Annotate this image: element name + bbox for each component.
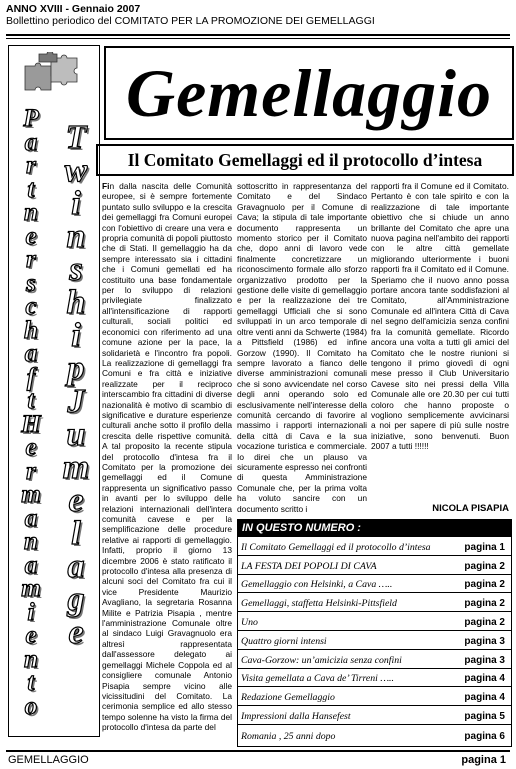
- toc-title: Il Comitato Gemellaggi ed il protocollo d’intesa: [241, 541, 431, 553]
- sidebar-letter: h: [66, 284, 86, 321]
- sidebar-letter: r: [26, 246, 36, 273]
- sidebar-letter: o: [24, 692, 38, 720]
- sidebar-letter: p: [67, 350, 85, 387]
- toc-title: Gemellaggio con Helsinki, a Cava …..: [241, 579, 393, 591]
- masthead-title: Gemellaggio: [125, 54, 493, 131]
- toc-row: [238, 725, 511, 744]
- toc-row: [238, 575, 511, 594]
- header-rule: [6, 34, 510, 36]
- sidebar-letter: T: [65, 119, 87, 156]
- toc-page: pagina 2: [464, 616, 505, 628]
- toc-title: Romania , 25 anni dopo: [241, 730, 336, 742]
- sidebar-letter: w: [64, 152, 88, 189]
- author-signature: NICOLA PISAPIA: [432, 503, 509, 514]
- sidebar-letter: l: [71, 515, 81, 552]
- masthead: [104, 46, 514, 140]
- issue-line: ANNO XVIII - Gennaio 2007: [6, 3, 141, 15]
- toc-row: [238, 612, 511, 631]
- sidebar-letter: a: [24, 551, 38, 579]
- toc-row: [238, 687, 511, 706]
- toc-page: pagina 2: [464, 579, 505, 591]
- article-text-1: n dalla nascita delle Comunità europee, si è sempre fortemente puntato sullo sviluppo e la crescita dei gemellaggi fra Comuni europei con l'obiettivo di creare una vera e propria comunità di popoli piuttosto che di Stati. Il gemellaggio ha da sempre interessato sia i cittadini che i Comuni gemellati ed ha costituito una base fondamentale per lo sviluppo di relazioni privilegiate finalizzato all'intensificazione di rapporti culturali, sociali politici ed economici con riferimento ad una comune azione per la pace, la solidarietà e l'incontro fra popoli. La realizzazione di gemellaggi fra Comuni e fra città e iniziative realizzate per il reciproco interscambio fra cittadini di diverse nazionalità è motivo di scambio di significative e durature esperienze culturali anche sotto il profilo della crescita delle rispettive comunità. A tal proposito la recente stipula del protocollo d'intesa fra il Comitato per la promozione dei gemellaggi ed il Comune rappresenta un significativo passo in avanti per lo sviluppo delle relazioni internazionali dell'intera comunità cavese e per la semplificazione delle procedure relative ai rapporti di gemellaggio. Infatti, proprio il giorno 13 dicembre 2006 è stato ratificato il protocollo d'intesa alla presenza di alcuni soci del Comitato fra cui il vice Presidente Maurizio Avagliano, la segretaria Rosanna Milite e Patrizia Pisapia , mentre l'amministrazione Comunale oltre al sindaco Luigi Gravagnuolo era altresì rappresentata dall'assessore delegato ai gemellaggi Michele Coppola ed al consigliere comunale Antonio Pisapia sempre vicino alle vicissitudini del Comitato. La cerimonia semplice ed allo stesso tempo solenne ha visto la firma del protocollo d'intesa da parte del: [102, 181, 232, 733]
- sidebar-letter: i: [27, 598, 35, 626]
- article-text-3: rapporti fra il Comune ed il Comitato. Pertanto è con tale spirito e con la realizzazione di tale importante obiettivo che si chiude un anno brillante del Comitato che apre una nuova pagina nell'ambito dei rapporti con le altre città gemellate migliorando ulteriormente i buoni rapporti fra il Comitato ed il Comune. Speriamo che il nuovo anno possa portare ancora tante soddisfazioni al Comitato, all'Amministrazione Comunale ed all'intera Città di Cava nel segno dell'amicizia senza confini fra la comunità gemellate. Ricordo ancora una volta a tutti gli amici del Comitato che le nostre riunioni si tengono il primo giovedì di ogni mese presso il Club Universitario Cavese sito nei pressi della Villa Comunale alle ore 20.30 per cui tutti coloro che hanno proposte o vogliono semplicemente avvicinarsi a noi per sapere di più sulle nostre iniziative, sono benvenuti. Buon 2007 a tutti !!!!!!: [371, 181, 509, 452]
- sidebar-letter: t: [27, 387, 35, 414]
- toc-row: [238, 593, 511, 612]
- toc-title: Uno: [241, 616, 258, 628]
- article-column-1: [102, 181, 232, 747]
- toc-row: [238, 650, 511, 669]
- sidebar-letter: e: [25, 622, 37, 649]
- sidebar-letter: g: [67, 581, 85, 618]
- sidebar-letter: a: [24, 340, 38, 367]
- toc-row: [238, 669, 511, 688]
- sidebar-letter: H: [21, 410, 41, 438]
- sidebar-letter: e: [25, 434, 37, 461]
- toc-row: [238, 556, 511, 575]
- toc-row: [238, 706, 511, 725]
- sidebar-word-partnerschaft-hermanamiento: [11, 105, 51, 720]
- in-questo-numero-box: [237, 519, 512, 747]
- sidebar-letter: i: [71, 185, 81, 222]
- toc-heading: IN QUESTO NUMERO :: [238, 520, 511, 537]
- sidebar-letter: u: [66, 416, 86, 453]
- sidebar-letter: e: [68, 482, 84, 519]
- toc-page: pagina 2: [464, 598, 505, 610]
- toc-page: pagina 4: [464, 673, 505, 685]
- sidebar-banner: [8, 45, 100, 737]
- toc-title: LA FESTA DEI POPOLI DI CAVA: [241, 560, 377, 572]
- toc-title: Cava-Gorzow: un’amicizia senza confini: [241, 654, 402, 666]
- page-header: [6, 3, 510, 27]
- header-rule-thin: [6, 38, 510, 39]
- sidebar-letter: n: [24, 528, 38, 555]
- sidebar-letter: s: [26, 269, 36, 297]
- sidebar-letter: e: [25, 222, 37, 250]
- toc-row: [238, 631, 511, 650]
- bulletin-line: Bollettino periodico del COMITATO PER LA PROMOZIONE DEI GEMELLAGGI: [6, 15, 375, 27]
- sidebar-letter: a: [24, 128, 38, 156]
- article-column-3: [371, 181, 509, 493]
- sidebar-letter: t: [27, 175, 35, 203]
- toc-title: Visita gemellata a Cava de’ Tirreni …..: [241, 673, 394, 685]
- toc-page: pagina 6: [464, 730, 505, 742]
- sidebar-letter: P: [23, 105, 39, 132]
- sidebar-letter: n: [66, 218, 86, 255]
- footer-page-number: pagina 1: [461, 754, 506, 766]
- headline-box: [96, 144, 514, 176]
- footer-publication: GEMELLAGGIO: [8, 754, 89, 766]
- article-text-2: sottoscritto in rappresentanza del Comitato e del Sindaco Gravagnuolo per il Comune di Cava; la stipula di tale importante documento rappresenta un momento storico per il Comitato che, dopo anni di lavoro vede finalmente concretizzare un riconoscimento formale allo sforzo organizzativo prodotto per la gestione delle visite di gemellaggio e per la realizzazione dei tre gemellaggi Ufficiali che si sono sviluppati in un arco temporale di oltre venti anni da Schwerte (1984) a Pittsfield (1986) ed infine Gorzow (1990). Il Comitato ha sempre lavorato a fianco delle diverse amministrazioni comunali che si sono avvicendate nel corso degli anni operando solo ed esclusivamente nell'interesse della comunità cercando di favorire al massimo i rapporti internazionali della città di Cava e la sua vocazione turistica e commerciale. Io direi che un plauso va sicuramente espresso nei confronti di questa Amministrazione Comunale che, per la prima volta ha voluto sancire con un documento scritto i: [237, 181, 367, 514]
- sidebar-word-twinship-jumelage: [55, 121, 97, 649]
- sidebar-letter: a: [67, 548, 85, 585]
- sidebar-letter: r: [26, 152, 36, 179]
- sidebar-letter: f: [26, 363, 36, 391]
- sidebar-letter: s: [69, 251, 83, 288]
- toc-list: [238, 537, 511, 744]
- toc-page: pagina 5: [464, 710, 505, 722]
- toc-page: pagina 1: [464, 541, 505, 553]
- toc-page: pagina 3: [464, 635, 505, 647]
- sidebar-letter: r: [26, 457, 36, 485]
- sidebar-letter: i: [71, 317, 81, 354]
- toc-title: Impressioni dalla Hansefest: [241, 710, 351, 722]
- toc-page: pagina 2: [464, 560, 505, 572]
- footer-rule: [6, 750, 510, 752]
- article-column-2: [237, 181, 367, 526]
- sidebar-letter: c: [25, 293, 37, 320]
- sidebar-letter: m: [21, 481, 41, 508]
- toc-title: Redazione Gemellaggio: [241, 692, 335, 704]
- sidebar-letter: m: [62, 449, 90, 486]
- dropcap: Fi: [102, 181, 110, 191]
- sidebar-letter: J: [67, 383, 85, 420]
- toc-page: pagina 3: [464, 654, 505, 666]
- sidebar-letter: e: [68, 614, 84, 651]
- sidebar-letter: n: [24, 199, 38, 226]
- toc-title: Gemellaggi, staffetta Helsinki-Pittsfield: [241, 598, 397, 610]
- sidebar-letter: m: [21, 575, 41, 602]
- article-headline: Il Comitato Gemellaggi ed il protocollo d’intesa: [127, 149, 483, 170]
- puzzle-logo-icon: [21, 52, 81, 92]
- toc-row: [238, 537, 511, 556]
- toc-title: Quattro giorni intensi: [241, 635, 327, 647]
- sidebar-letter: n: [24, 645, 38, 673]
- toc-page: pagina 4: [464, 692, 505, 704]
- sidebar-letter: h: [24, 316, 38, 344]
- sidebar-letter: a: [24, 504, 38, 532]
- sidebar-letter: t: [27, 669, 35, 696]
